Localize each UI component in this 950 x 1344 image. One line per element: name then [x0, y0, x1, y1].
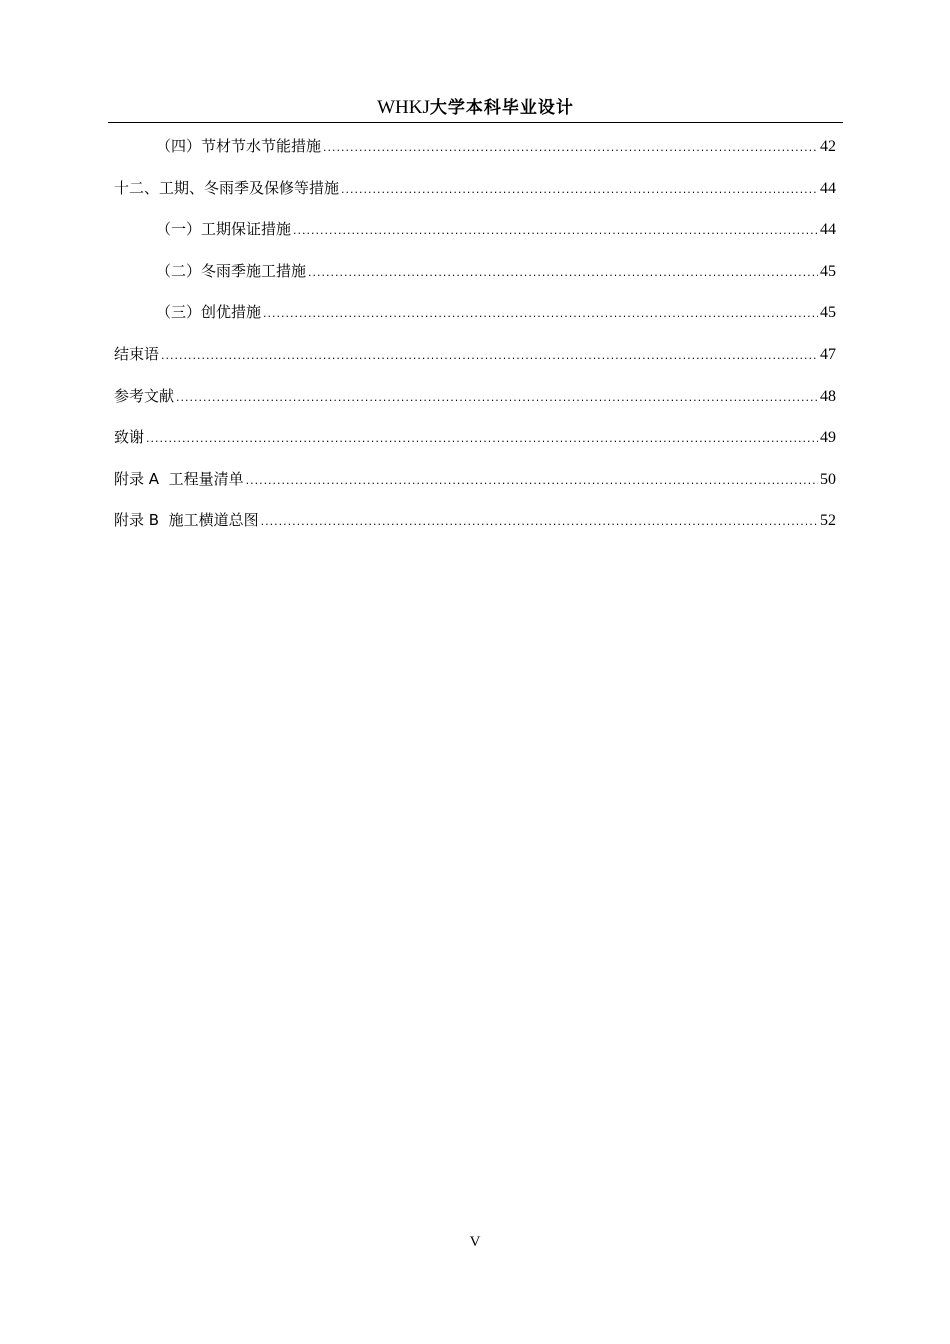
toc-entry-page: 50 [820, 470, 836, 488]
toc-entry[interactable] [114, 385, 836, 427]
toc-entry-label: （三）创优措施 [156, 303, 262, 322]
toc-entry[interactable] [114, 135, 836, 177]
toc-leader-dots [341, 179, 818, 201]
toc-entry-page: 45 [820, 304, 836, 322]
page-number: V [469, 1234, 481, 1250]
toc-entry[interactable] [114, 426, 836, 468]
toc-leader-dots [146, 428, 818, 450]
toc-leader-dots [293, 220, 818, 242]
toc-entry-label: （四）节材节水节能措施 [156, 137, 322, 155]
toc-entry[interactable] [114, 260, 836, 302]
toc-leader-dots [176, 387, 818, 409]
toc-entry-page: 49 [820, 429, 836, 447]
toc-leader-dots [323, 137, 818, 159]
toc-entry[interactable] [114, 301, 836, 343]
toc-leader-dots [161, 345, 818, 367]
toc-entry-page: 45 [820, 262, 836, 280]
toc-entry-page: 44 [820, 179, 836, 197]
toc-leader-dots [308, 262, 818, 284]
toc-entry-page: 47 [820, 345, 836, 363]
toc-entry-label: 附录 B 施工横道总图 [114, 511, 259, 530]
toc-entry[interactable] [114, 218, 836, 260]
page-header [108, 96, 843, 123]
toc-entry-label: （二）冬雨季施工措施 [156, 261, 307, 280]
header-title-latin: WHKJ [377, 97, 430, 118]
header-title-cjk: 大学本科毕业设计 [429, 98, 574, 118]
toc-entry-page: 48 [820, 387, 836, 405]
toc-entry-page: 42 [820, 138, 836, 155]
toc-leader-dots [261, 511, 818, 533]
toc-entry-label: 致谢 [114, 428, 145, 447]
toc-entry-label: （一）工期保证措施 [156, 220, 292, 239]
toc-entry-label: 附录 A 工程量清单 [114, 469, 244, 488]
table-of-contents [114, 135, 836, 551]
toc-entry-page: 52 [820, 512, 836, 530]
toc-entry[interactable] [114, 343, 836, 385]
toc-entry[interactable] [114, 509, 836, 551]
header-title [377, 96, 574, 120]
toc-leader-dots [263, 303, 818, 325]
toc-entry-label: 结束语 [114, 344, 160, 363]
toc-entry-label: 参考文献 [114, 386, 175, 405]
page-footer [0, 1234, 950, 1251]
toc-entry[interactable] [114, 177, 836, 219]
toc-leader-dots [246, 470, 818, 492]
toc-entry[interactable] [114, 468, 836, 510]
toc-entry-page: 44 [820, 221, 836, 239]
toc-entry-label: 十二、工期、冬雨季及保修等措施 [114, 178, 340, 197]
